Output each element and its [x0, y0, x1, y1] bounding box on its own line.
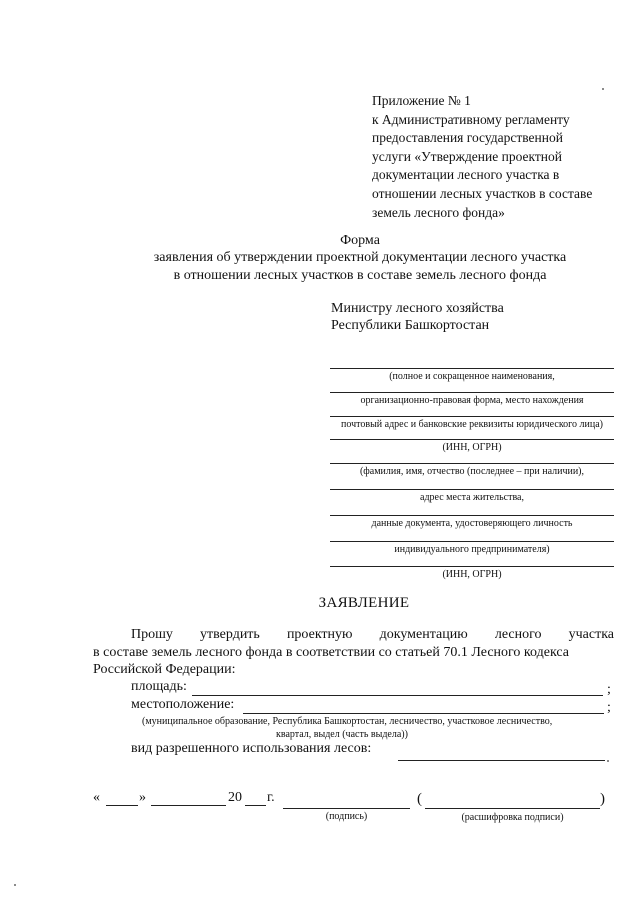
date-year-suffix: г. [267, 790, 275, 805]
use-type-label: вид разрешенного использования лесов: [131, 741, 372, 756]
form-title-line: заявления об утверждении проектной документации лесного участка [153, 250, 567, 265]
applicant-form-line[interactable] [330, 392, 614, 393]
entrepreneur-address-line[interactable] [330, 489, 614, 490]
decoding-paren-close: ) [600, 791, 605, 807]
applicant-inn-line[interactable] [330, 439, 614, 440]
entrepreneur-name-line[interactable] [330, 463, 614, 464]
appendix-line: документации лесного участка в [372, 167, 560, 183]
scan-speck [602, 88, 604, 90]
date-year-field[interactable] [245, 805, 266, 806]
signature-caption: (подпись) [325, 811, 368, 822]
use-type-field[interactable] [398, 760, 605, 761]
statement-heading: ЗАЯВЛЕНИЕ [318, 595, 410, 611]
applicant-caption: (полное и сокращенное наименования, [389, 371, 555, 382]
applicant-caption: данные документа, удостоверяющего личность [371, 518, 573, 529]
entrepreneur-document-line[interactable] [330, 515, 614, 516]
addressee-block [331, 300, 504, 334]
scan-speck [607, 760, 609, 762]
appendix-line: к Административному регламенту [372, 111, 570, 127]
location-field[interactable] [243, 713, 604, 714]
decoding-field[interactable] [425, 808, 600, 809]
form-label: Форма [340, 233, 380, 248]
applicant-caption: организационно-правовая форма, место нахождения [360, 395, 584, 406]
addressee-line: Республики Башкортостан [331, 318, 490, 333]
statement-word: лесного [494, 627, 542, 642]
location-label: местоположение: [131, 697, 235, 712]
addressee-line: Министру лесного хозяйства [331, 301, 504, 316]
statement-word: утвердить [200, 627, 260, 642]
area-semicolon: ; [607, 682, 611, 697]
appendix-line: отношении лесных участков в составе [372, 185, 593, 201]
applicant-caption: (фамилия, имя, отчество (последнее – при наличии), [359, 466, 585, 477]
applicant-caption: адрес места жительства, [420, 492, 524, 503]
entrepreneur-extra-line[interactable] [330, 541, 614, 542]
location-hint: квартал, выдел (часть выдела)) [276, 729, 408, 740]
applicant-caption: (ИНН, ОГРН) [442, 569, 502, 580]
location-hint: (муниципальное образование, Республика Башкортостан, лесничество, участковое лесничество, [142, 716, 553, 727]
form-title [0, 249, 640, 285]
statement-word: проектную [286, 627, 353, 642]
date-quote-close: » [139, 790, 146, 805]
scan-speck [14, 884, 16, 886]
statement-line: в составе земель лесного фонда в соответствии со статьей 70.1 Лесного кодекса [93, 645, 569, 660]
date-month-field[interactable] [151, 805, 226, 806]
appendix-block [372, 92, 592, 222]
applicant-caption: индивидуального предпринимателя) [394, 544, 550, 555]
statement-first-line [131, 627, 614, 643]
entrepreneur-inn-line[interactable] [330, 566, 614, 567]
area-field[interactable] [192, 695, 603, 696]
decoding-caption: (расшифровка подписи) [461, 812, 564, 823]
form-title-line: в отношении лесных участков в составе земель лесного фонда [173, 268, 547, 283]
decoding-paren-open: ( [417, 791, 422, 807]
statement-word: документацию [379, 627, 468, 642]
appendix-line: Приложение № 1 [372, 93, 471, 108]
statement-word: участка [568, 627, 614, 642]
signature-field[interactable] [283, 808, 410, 809]
location-semicolon: ; [607, 700, 611, 715]
appendix-line: предоставления государственной [372, 130, 563, 146]
applicant-name-line[interactable] [330, 368, 614, 369]
area-label: площадь: [131, 679, 187, 694]
statement-line: Российской Федерации: [93, 662, 236, 677]
date-year-prefix: 20 [228, 790, 242, 805]
applicant-caption: почтовый адрес и банковские реквизиты юридического лица) [341, 419, 603, 430]
applicant-address-line[interactable] [330, 416, 614, 417]
applicant-caption: (ИНН, ОГРН) [442, 442, 502, 453]
appendix-line: услуги «Утверждение проектной [372, 148, 562, 164]
statement-word: Прошу [131, 627, 173, 642]
appendix-line: земель лесного фонда» [372, 204, 505, 220]
date-quote-open: « [93, 790, 100, 805]
date-day-field[interactable] [106, 805, 138, 806]
